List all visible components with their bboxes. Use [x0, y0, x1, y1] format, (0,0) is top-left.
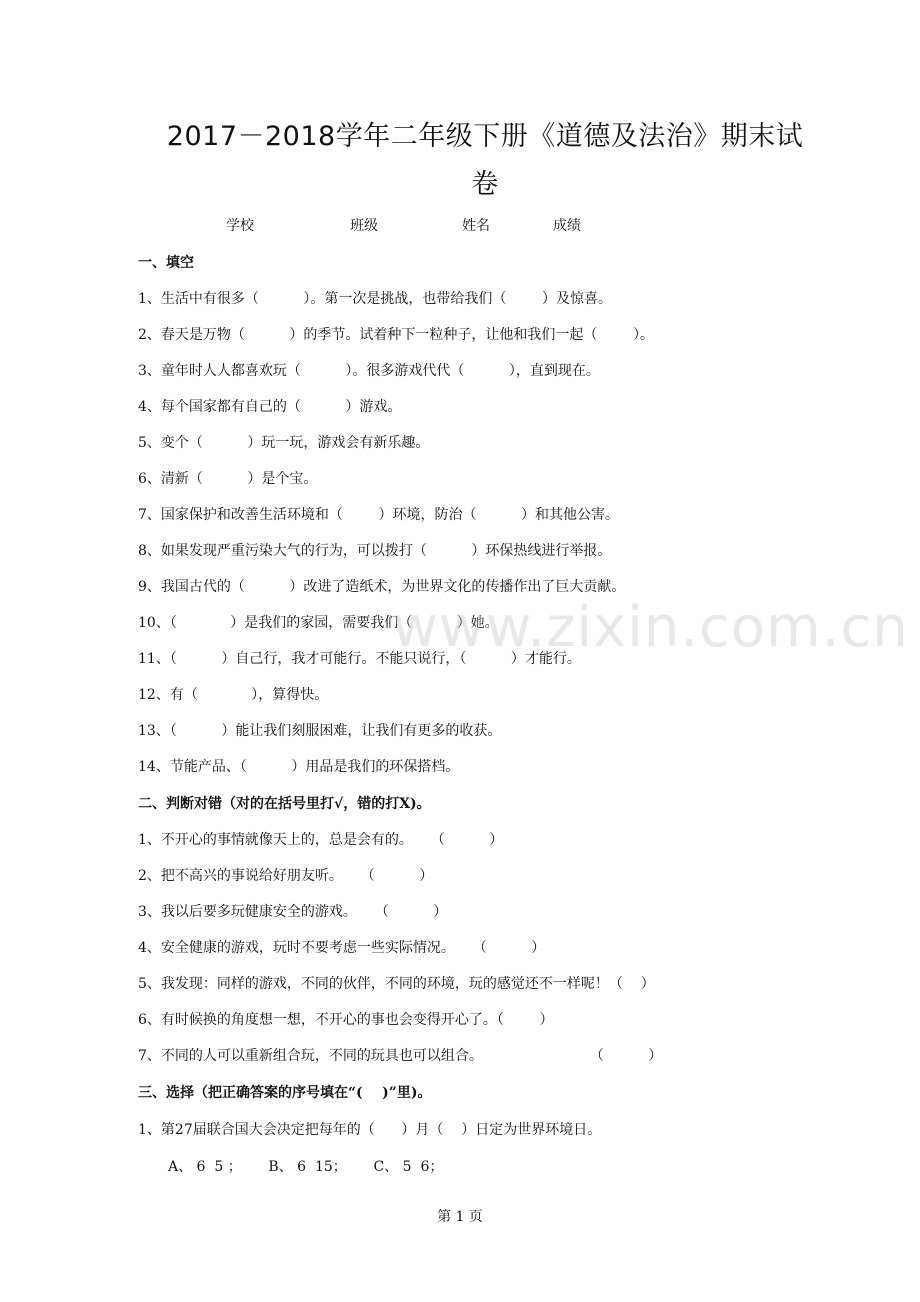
fill-blank-question: 11、（ ）自己行，我才可能行。不能只说行，（ ）才能行。 [138, 651, 581, 667]
multiple-choice-question: 1、第27届联合国大会决定把每年的（ ）月（ ）日定为世界环境日。 [138, 1122, 602, 1138]
school-field-label: 学校 [226, 218, 254, 234]
true-false-question: 4、安全健康的游戏，玩时不要考虑一些实际情况。 （ ） [138, 940, 546, 956]
watermark: www.zixin.com.cn [392, 595, 909, 660]
fill-blank-question: 14、节能产品、（ ）用品是我们的环保搭档。 [138, 759, 460, 775]
fill-blank-question: 4、每个国家都有自己的（ ）游戏。 [138, 399, 402, 415]
fill-blank-question: 9、我国古代的（ ）改进了造纸术，为世界文化的传播作出了巨大贡献。 [138, 579, 626, 595]
exam-title-line-1: 2017－2018学年二年级下册《道德及法治》期末试 [166, 121, 804, 152]
section-2-heading: 二、判断对错（对的在括号里打√，错的打X)。 [138, 796, 431, 812]
true-false-question: 1、不开心的事情就像天上的，总是会有的。 （ ） [138, 832, 504, 848]
section-3-heading: 三、选择（把正确答案的序号填在“( )”里)。 [138, 1085, 432, 1101]
exam-title-line-2: 卷 [471, 169, 499, 200]
fill-blank-question: 10、（ ）是我们的家园，需要我们（ ）她。 [138, 615, 499, 631]
true-false-question: 7、不同的人可以重新组合玩，不同的玩具也可以组合。 （ ） [138, 1048, 663, 1064]
fill-blank-question: 6、清新（ ）是个宝。 [138, 471, 318, 487]
fill-blank-question: 5、变个（ ）玩一玩，游戏会有新乐趣。 [138, 435, 430, 451]
fill-blank-question: 3、童年时人人都喜欢玩（ ）。很多游戏代代（ ），直到现在。 [138, 363, 600, 379]
class-field-label: 班级 [350, 218, 378, 234]
fill-blank-question: 2、春天是万物（ ）的季节。试着种下一粒种子，让他和我们一起（ ）。 [138, 327, 655, 343]
true-false-question: 2、把不高兴的事说给好朋友听。 （ ） [138, 868, 434, 884]
page-number: 第 1 页 [437, 1209, 483, 1225]
fill-blank-question: 12、有（ ），算得快。 [138, 687, 329, 703]
fill-blank-question: 13、（ ）能让我们刻服困难，让我们有更多的收获。 [138, 723, 502, 739]
true-false-question: 5、我发现：同样的游戏，不同的伙伴，不同的环境，玩的感觉还不一样呢！（ ） [138, 976, 655, 992]
fill-blank-question: 7、国家保护和改善生活环境和（ ）环境，防治（ ）和其他公害。 [138, 507, 620, 523]
true-false-question: 6、有时候换的角度想一想，不开心的事也会变得开心了。（ ） [138, 1012, 554, 1028]
fill-blank-question: 8、如果发现严重污染大气的行为，可以拨打（ ）环保热线进行举报。 [138, 543, 612, 559]
name-field-label: 姓名 [462, 218, 490, 234]
score-field-label: 成绩 [553, 218, 581, 234]
answer-choices: A、 6 5 ； B、 6 15； C、 5 6； [168, 1159, 444, 1175]
true-false-question: 3、我以后要多玩健康安全的游戏。 （ ） [138, 904, 448, 920]
fill-blank-question: 1、生活中有很多（ ）。第一次是挑战，也带给我们（ ）及惊喜。 [138, 291, 613, 307]
section-1-heading: 一、填空 [138, 255, 194, 271]
